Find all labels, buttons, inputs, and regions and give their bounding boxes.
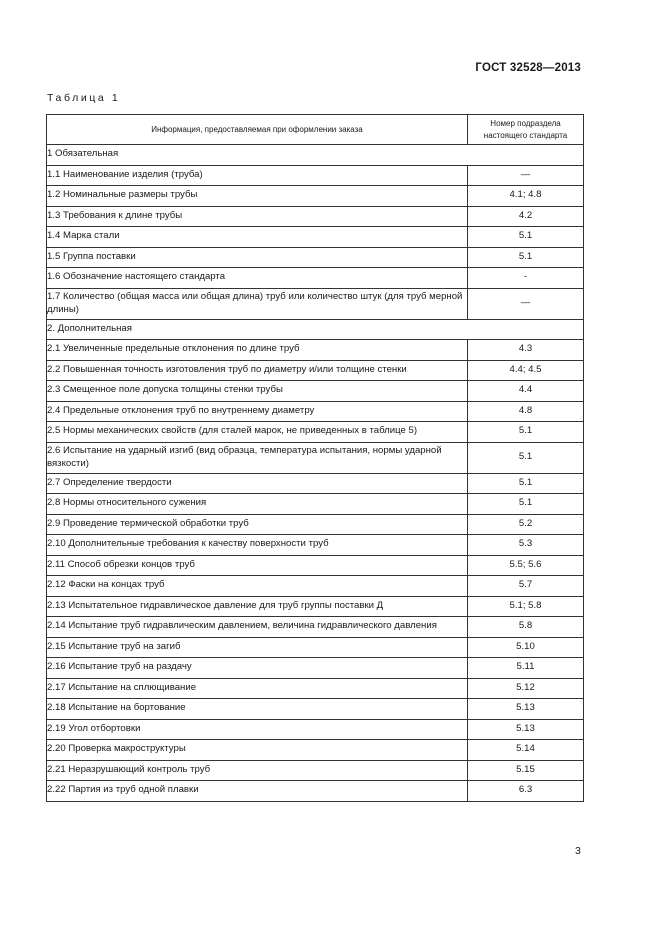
table-row [47,781,584,802]
table-row [47,227,584,248]
table-row [47,617,584,638]
requirement-name: 2.17 Испытание на сплющивание [47,678,468,699]
requirement-name: 2.20 Проверка макроструктуры [47,740,468,761]
table-row [47,760,584,781]
section-reference: 5.3 [468,535,584,556]
table-row [47,535,584,556]
section-reference: 5.1 [468,494,584,515]
section-reference: 4.4 [468,381,584,402]
table-caption: Таблица 1 [47,92,121,104]
info-column-header: Информация, предоставляемая при оформлении заказа [47,115,468,145]
table-row [47,206,584,227]
requirement-name: 2.10 Дополнительные требования к качеству поверхности труб [47,535,468,556]
section-reference: 4.8 [468,401,584,422]
requirement-name: 1.4 Марка стали [47,227,468,248]
table-row [47,514,584,535]
order-info-table [46,114,584,802]
table-row [47,740,584,761]
section-reference: 4.4; 4.5 [468,360,584,381]
table-row [47,401,584,422]
section-reference: 5.15 [468,760,584,781]
requirement-name: 2.8 Нормы относительного сужения [47,494,468,515]
requirement-name: 2.9 Проведение термической обработки труб [47,514,468,535]
table-row [47,494,584,515]
section-reference: 5.11 [468,658,584,679]
requirement-name: 2.3 Смещенное поле допуска толщины стенки трубы [47,381,468,402]
section-reference: 5.12 [468,678,584,699]
requirement-name: 2.5 Нормы механических свойств (для сталей марок, не приведенных в таблице 5) [47,422,468,443]
section-reference: 5.1 [468,247,584,268]
section-reference: 5.10 [468,637,584,658]
table-row [47,637,584,658]
requirement-name: 2.2 Повышенная точность изготовления труб по диаметру и/или толщине стенки [47,360,468,381]
table-row [47,555,584,576]
table-row [47,576,584,597]
requirement-name: 2.11 Способ обрезки концов труб [47,555,468,576]
section-header-line1: Номер подраздела [490,118,561,128]
table-row [47,678,584,699]
requirement-name: 2.15 Испытание труб на загиб [47,637,468,658]
table-row [47,288,584,319]
requirement-name: 1.6 Обозначение настоящего стандарта [47,268,468,289]
requirement-name: 1.1 Наименование изделия (труба) [47,165,468,186]
table-row [47,165,584,186]
requirement-name: 1.5 Группа поставки [47,247,468,268]
section-title: 1 Обязательная [47,145,584,166]
section-reference: 5.14 [468,740,584,761]
table-row [47,719,584,740]
section-reference: — [468,288,584,319]
section-reference: 6.3 [468,781,584,802]
section-reference: 5.1 [468,442,584,473]
section-reference: 5.8 [468,617,584,638]
requirement-name: 1.7 Количество (общая масса или общая длина) труб или количество штук (для труб мерной длины) [47,288,468,319]
requirement-name: 2.12 Фаски на концах труб [47,576,468,597]
requirement-name: 1.2 Номинальные размеры трубы [47,186,468,207]
requirement-name: 2.18 Испытание на бортование [47,699,468,720]
section-reference: — [468,165,584,186]
requirement-name: 2.13 Испытательное гидравлическое давление для труб группы поставки Д [47,596,468,617]
section-reference: 4.3 [468,340,584,361]
section-row [47,319,584,340]
table-row [47,473,584,494]
table-row [47,360,584,381]
table-row [47,442,584,473]
page-number: 3 [575,845,581,857]
table-row [47,186,584,207]
section-column-header [468,115,584,145]
section-header-line2: настоящего стандарта [483,130,568,140]
table-row [47,699,584,720]
table-row [47,268,584,289]
table-row [47,596,584,617]
section-reference: 5.1; 5.8 [468,596,584,617]
table-row [47,422,584,443]
section-title: 2. Дополнительная [47,319,584,340]
section-reference: 5.13 [468,699,584,720]
section-reference: 5.13 [468,719,584,740]
requirement-name: 2.1 Увеличенные предельные отклонения по длине труб [47,340,468,361]
section-reference: 5.1 [468,227,584,248]
requirement-name: 2.21 Неразрушающий контроль труб [47,760,468,781]
requirement-name: 2.6 Испытание на ударный изгиб (вид образца, температура испытания, нормы ударной вязкости) [47,442,468,473]
section-reference: 5.1 [468,473,584,494]
table-header-row [47,115,584,145]
table-row [47,381,584,402]
section-reference: 5.2 [468,514,584,535]
requirement-name: 2.14 Испытание труб гидравлическим давлением, величина гидравлического давления [47,617,468,638]
section-reference: 5.1 [468,422,584,443]
table-row [47,340,584,361]
requirement-name: 2.19 Угол отбортовки [47,719,468,740]
section-reference: - [468,268,584,289]
table-row [47,247,584,268]
table-body [47,145,584,802]
section-reference: 5.7 [468,576,584,597]
requirement-name: 1.3 Требования к длине трубы [47,206,468,227]
section-reference: 4.2 [468,206,584,227]
requirement-name: 2.22 Партия из труб одной плавки [47,781,468,802]
requirement-name: 2.4 Предельные отклонения труб по внутреннему диаметру [47,401,468,422]
table-row [47,658,584,679]
section-reference: 5.5; 5.6 [468,555,584,576]
requirement-name: 2.7 Определение твердости [47,473,468,494]
requirement-name: 2.16 Испытание труб на раздачу [47,658,468,679]
document-code: ГОСТ 32528—2013 [475,62,581,74]
section-reference: 4.1; 4.8 [468,186,584,207]
section-row [47,145,584,166]
